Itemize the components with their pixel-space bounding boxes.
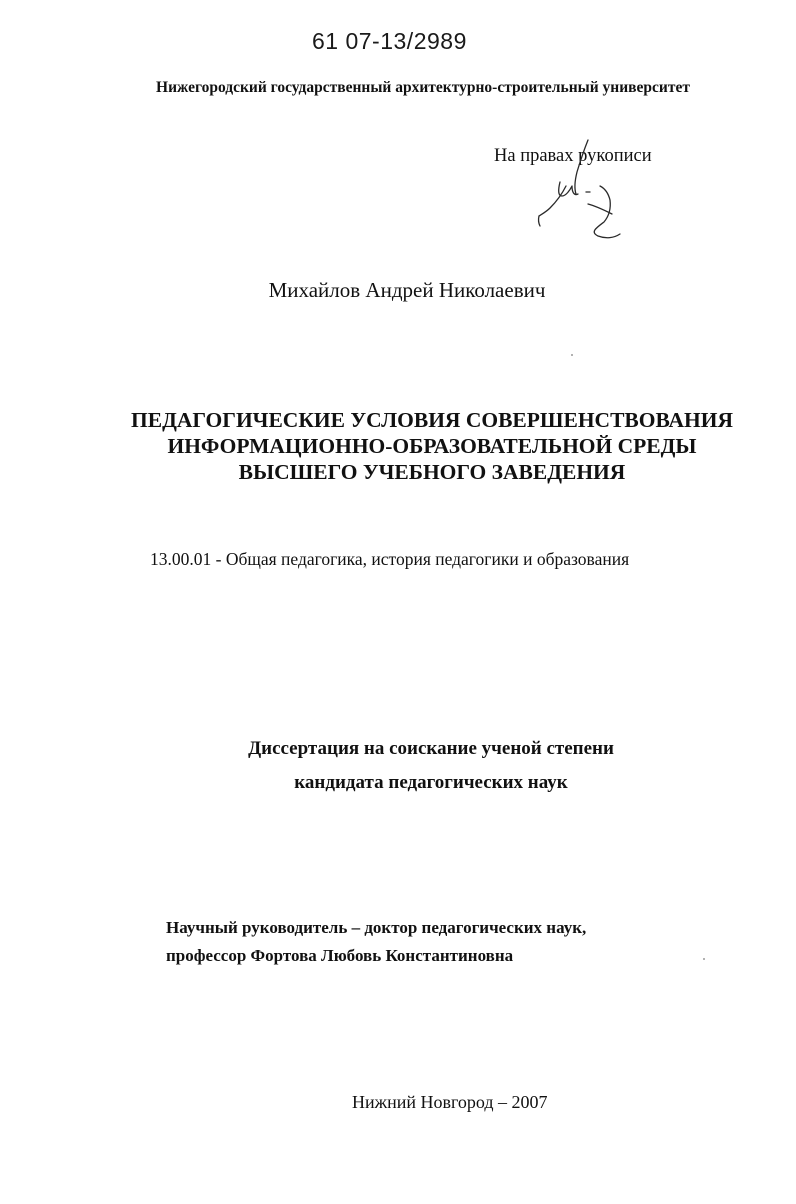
scan-speck (703, 958, 705, 960)
handwritten-signature (530, 136, 630, 248)
dissertation-title (0, 407, 796, 485)
place-and-year: Нижний Новгород – 2007 (352, 1092, 548, 1112)
title-line: ВЫСШЕГО УЧЕБНОГО ЗАВЕДЕНИЯ (238, 460, 626, 484)
archive-code: 61 07-13/2989 (312, 28, 467, 54)
specialty-code: 13.00.01 - Общая педагогика, история педагогики и образования (150, 549, 630, 569)
degree-statement (0, 732, 796, 800)
title-line: ПЕДАГОГИЧЕСКИЕ УСЛОВИЯ СОВЕРШЕНСТВОВАНИЯ (131, 408, 733, 432)
scan-speck (571, 354, 573, 356)
scientific-supervisor (166, 914, 586, 970)
title-line: ИНФОРМАЦИОННО-ОБРАЗОВАТЕЛЬНОЙ СРЕДЫ (167, 434, 697, 458)
author-name: Михайлов Андрей Николаевич (268, 278, 546, 302)
degree-line: Диссертация на соискание ученой степени (248, 738, 614, 759)
supervisor-line: профессор Фортова Любовь Константиновна (166, 946, 514, 965)
supervisor-line: Научный руководитель – доктор педагогических наук, (166, 918, 587, 937)
manuscript-rights-note: На правах рукописи (494, 146, 652, 166)
university-name: Нижегородский государственный архитектурно-строительный университет (156, 79, 690, 96)
degree-line: кандидата педагогических наук (294, 772, 568, 793)
